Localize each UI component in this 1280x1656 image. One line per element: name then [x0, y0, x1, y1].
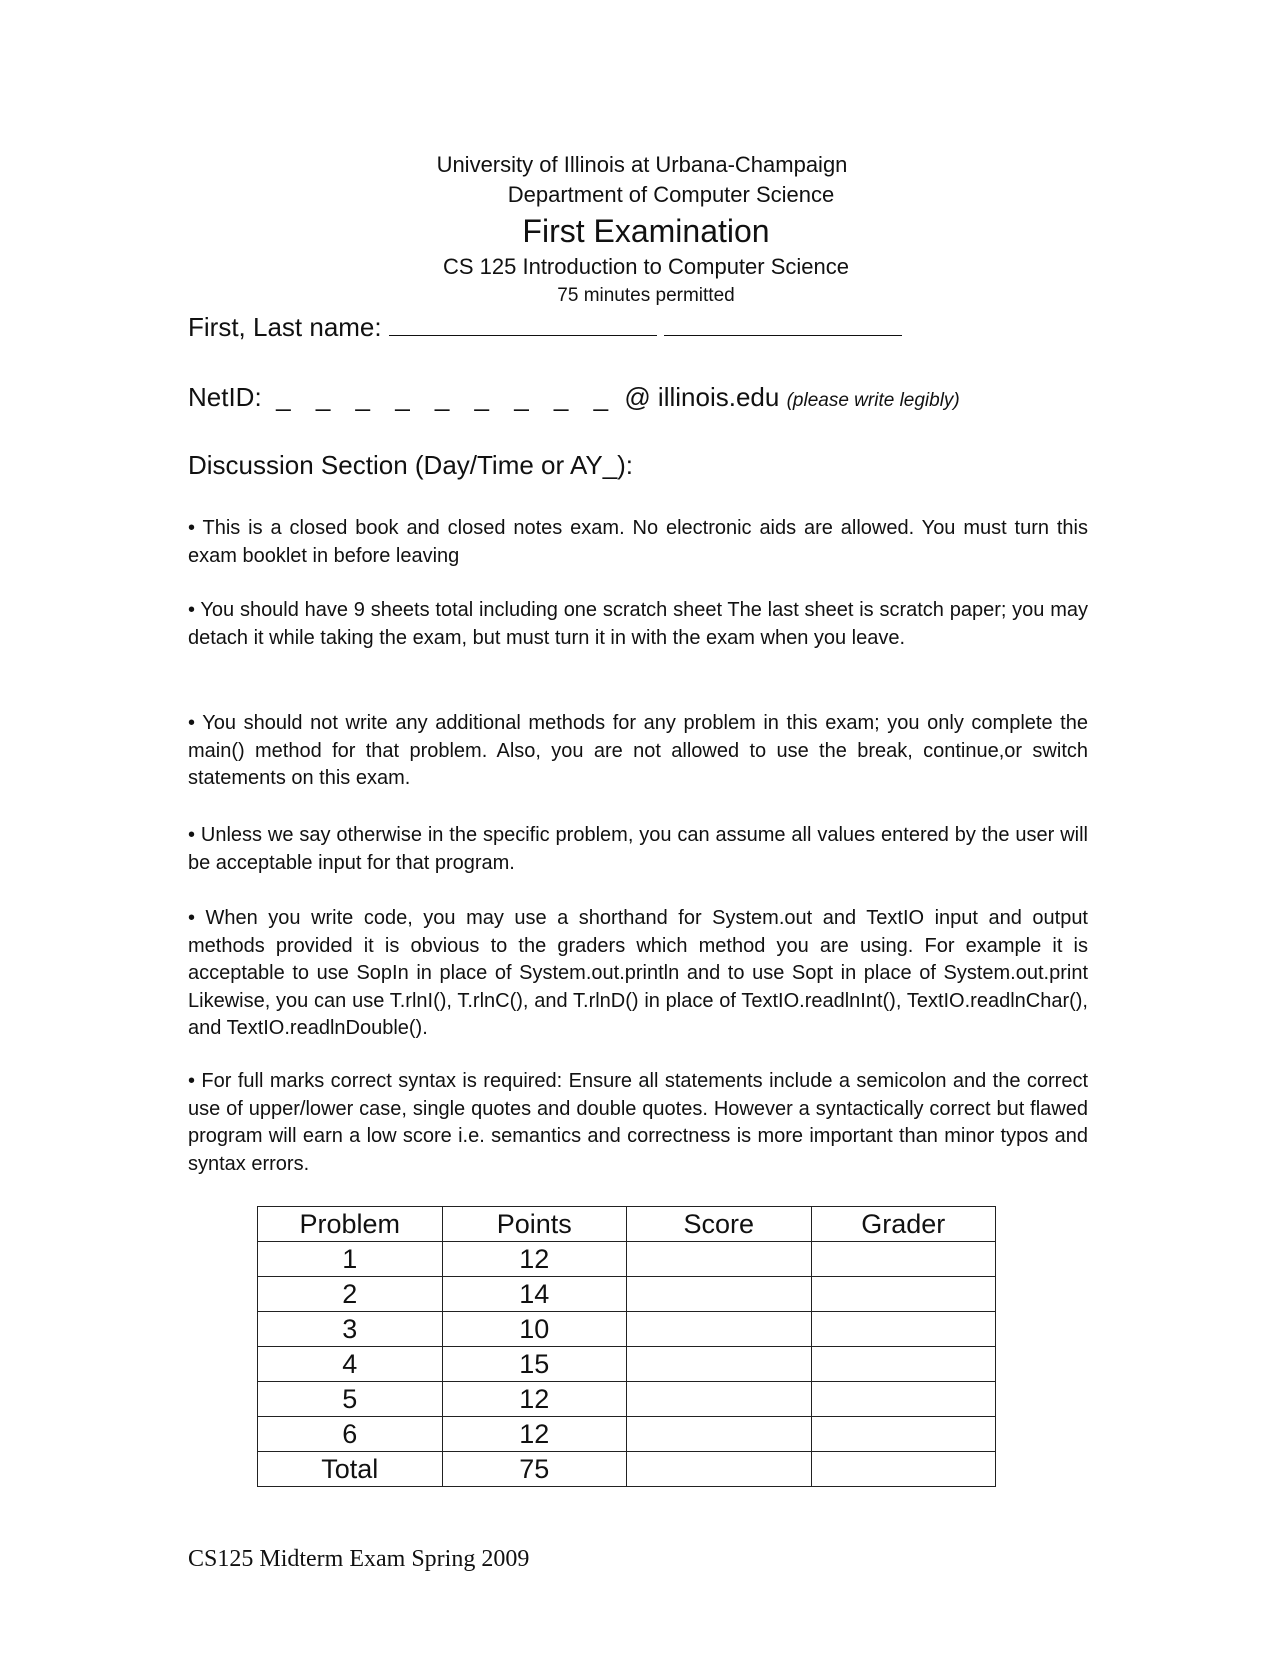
points-cell: 12: [442, 1242, 627, 1277]
name-label: First, Last name:: [188, 312, 382, 342]
points-cell: 15: [442, 1347, 627, 1382]
grader-cell[interactable]: [811, 1242, 996, 1277]
netid-note: (please write legibly): [786, 390, 960, 411]
problem-cell: 4: [258, 1347, 443, 1382]
netid-blanks[interactable]: _ _ _ _ _ _ _ _ _: [276, 382, 618, 412]
netid-field: [188, 381, 960, 417]
table-row: [258, 1382, 996, 1417]
course-name: CS 125 Introduction to Computer Science: [442, 254, 849, 279]
instruction-sheets: • You should have 9 sheets total including one scratch sheet The last sheet is scratch paper; you may detach it while taking the exam, but must turn it in with the exam when you leave.: [188, 599, 1088, 649]
instruction-input: • Unless we say otherwise in the specific problem, you can assume all values entered by the user will be acceptable input for that program.: [188, 824, 1088, 874]
time-limit: 75 minutes permitted: [557, 285, 735, 306]
university-name: University of Illinois at Urbana-Champaign: [436, 152, 848, 177]
table-row: [258, 1242, 996, 1277]
table-total-row: [258, 1452, 996, 1487]
points-cell: 14: [442, 1277, 627, 1312]
table-row: [258, 1277, 996, 1312]
first-name-blank[interactable]: [389, 313, 657, 336]
points-cell: 75: [442, 1452, 627, 1487]
score-cell[interactable]: [627, 1277, 812, 1312]
header-problem: Problem: [258, 1207, 443, 1242]
grader-cell[interactable]: [811, 1312, 996, 1347]
instruction-syntax: • For full marks correct syntax is required: Ensure all statements include a semicolon and the correct use of upper/lower case, single quotes and double quotes. However a syntactically correct but flawed program will earn a low score i.e. semantics and correctness is more important than minor typos and syntax errors.: [188, 1070, 1088, 1175]
points-cell: 10: [442, 1312, 627, 1347]
score-cell[interactable]: [627, 1417, 812, 1452]
problem-cell: 3: [258, 1312, 443, 1347]
department-name: Department of Computer Science: [507, 182, 835, 207]
score-cell[interactable]: [627, 1382, 812, 1417]
score-cell[interactable]: [627, 1242, 812, 1277]
problem-cell: 2: [258, 1277, 443, 1312]
table-row: [258, 1417, 996, 1452]
score-cell[interactable]: [627, 1347, 812, 1382]
instruction-closed-book: • This is a closed book and closed notes exam. No electronic aids are allowed. You must turn this exam booklet in before leaving: [188, 517, 1088, 567]
netid-domain: @ illinois.edu: [624, 382, 780, 412]
grader-cell[interactable]: [811, 1277, 996, 1312]
problem-cell: 1: [258, 1242, 443, 1277]
instruction-shorthand: • When you write code, you may use a shorthand for System.out and TextIO input and output methods provided it is obvious to the graders which method you are using. For example it is acceptable to use SopIn in place of System.out.println and to use Sopt in place of System.out.print Likewise, you can use T.rlnI(), T.rlnC(), and T.rlnD() in place of TextIO.readlnInt(), TextIO.readlnChar(), and TextIO.readlnDouble().: [188, 907, 1088, 1039]
header-grader: Grader: [811, 1207, 996, 1242]
table-row: [258, 1312, 996, 1347]
exam-title: First Examination: [522, 213, 770, 249]
problem-cell: Total: [258, 1452, 443, 1487]
last-name-blank[interactable]: [664, 313, 902, 336]
header-points: Points: [442, 1207, 627, 1242]
instruction-methods: • You should not write any additional methods for any problem in this exam; you only complete the main() method for that problem. Also, you are not allowed to use the break, continue,or switch statements on this exam.: [188, 712, 1088, 789]
grader-cell[interactable]: [811, 1452, 996, 1487]
problem-cell: 5: [258, 1382, 443, 1417]
header-score: Score: [627, 1207, 812, 1242]
score-cell[interactable]: [627, 1312, 812, 1347]
problem-cell: 6: [258, 1417, 443, 1452]
points-cell: 12: [442, 1417, 627, 1452]
netid-label: NetID:: [188, 382, 262, 412]
table-row: [258, 1347, 996, 1382]
grader-cell[interactable]: [811, 1382, 996, 1417]
score-table-header-row: [258, 1207, 996, 1242]
grader-cell[interactable]: [811, 1417, 996, 1452]
page-footer: CS125 Midterm Exam Spring 2009: [188, 1546, 530, 1572]
score-table: [257, 1206, 996, 1487]
score-cell[interactable]: [627, 1452, 812, 1487]
grader-cell[interactable]: [811, 1347, 996, 1382]
discussion-section-label: Discussion Section (Day/Time or AY_):: [188, 450, 634, 480]
points-cell: 12: [442, 1382, 627, 1417]
name-field: [188, 311, 902, 343]
